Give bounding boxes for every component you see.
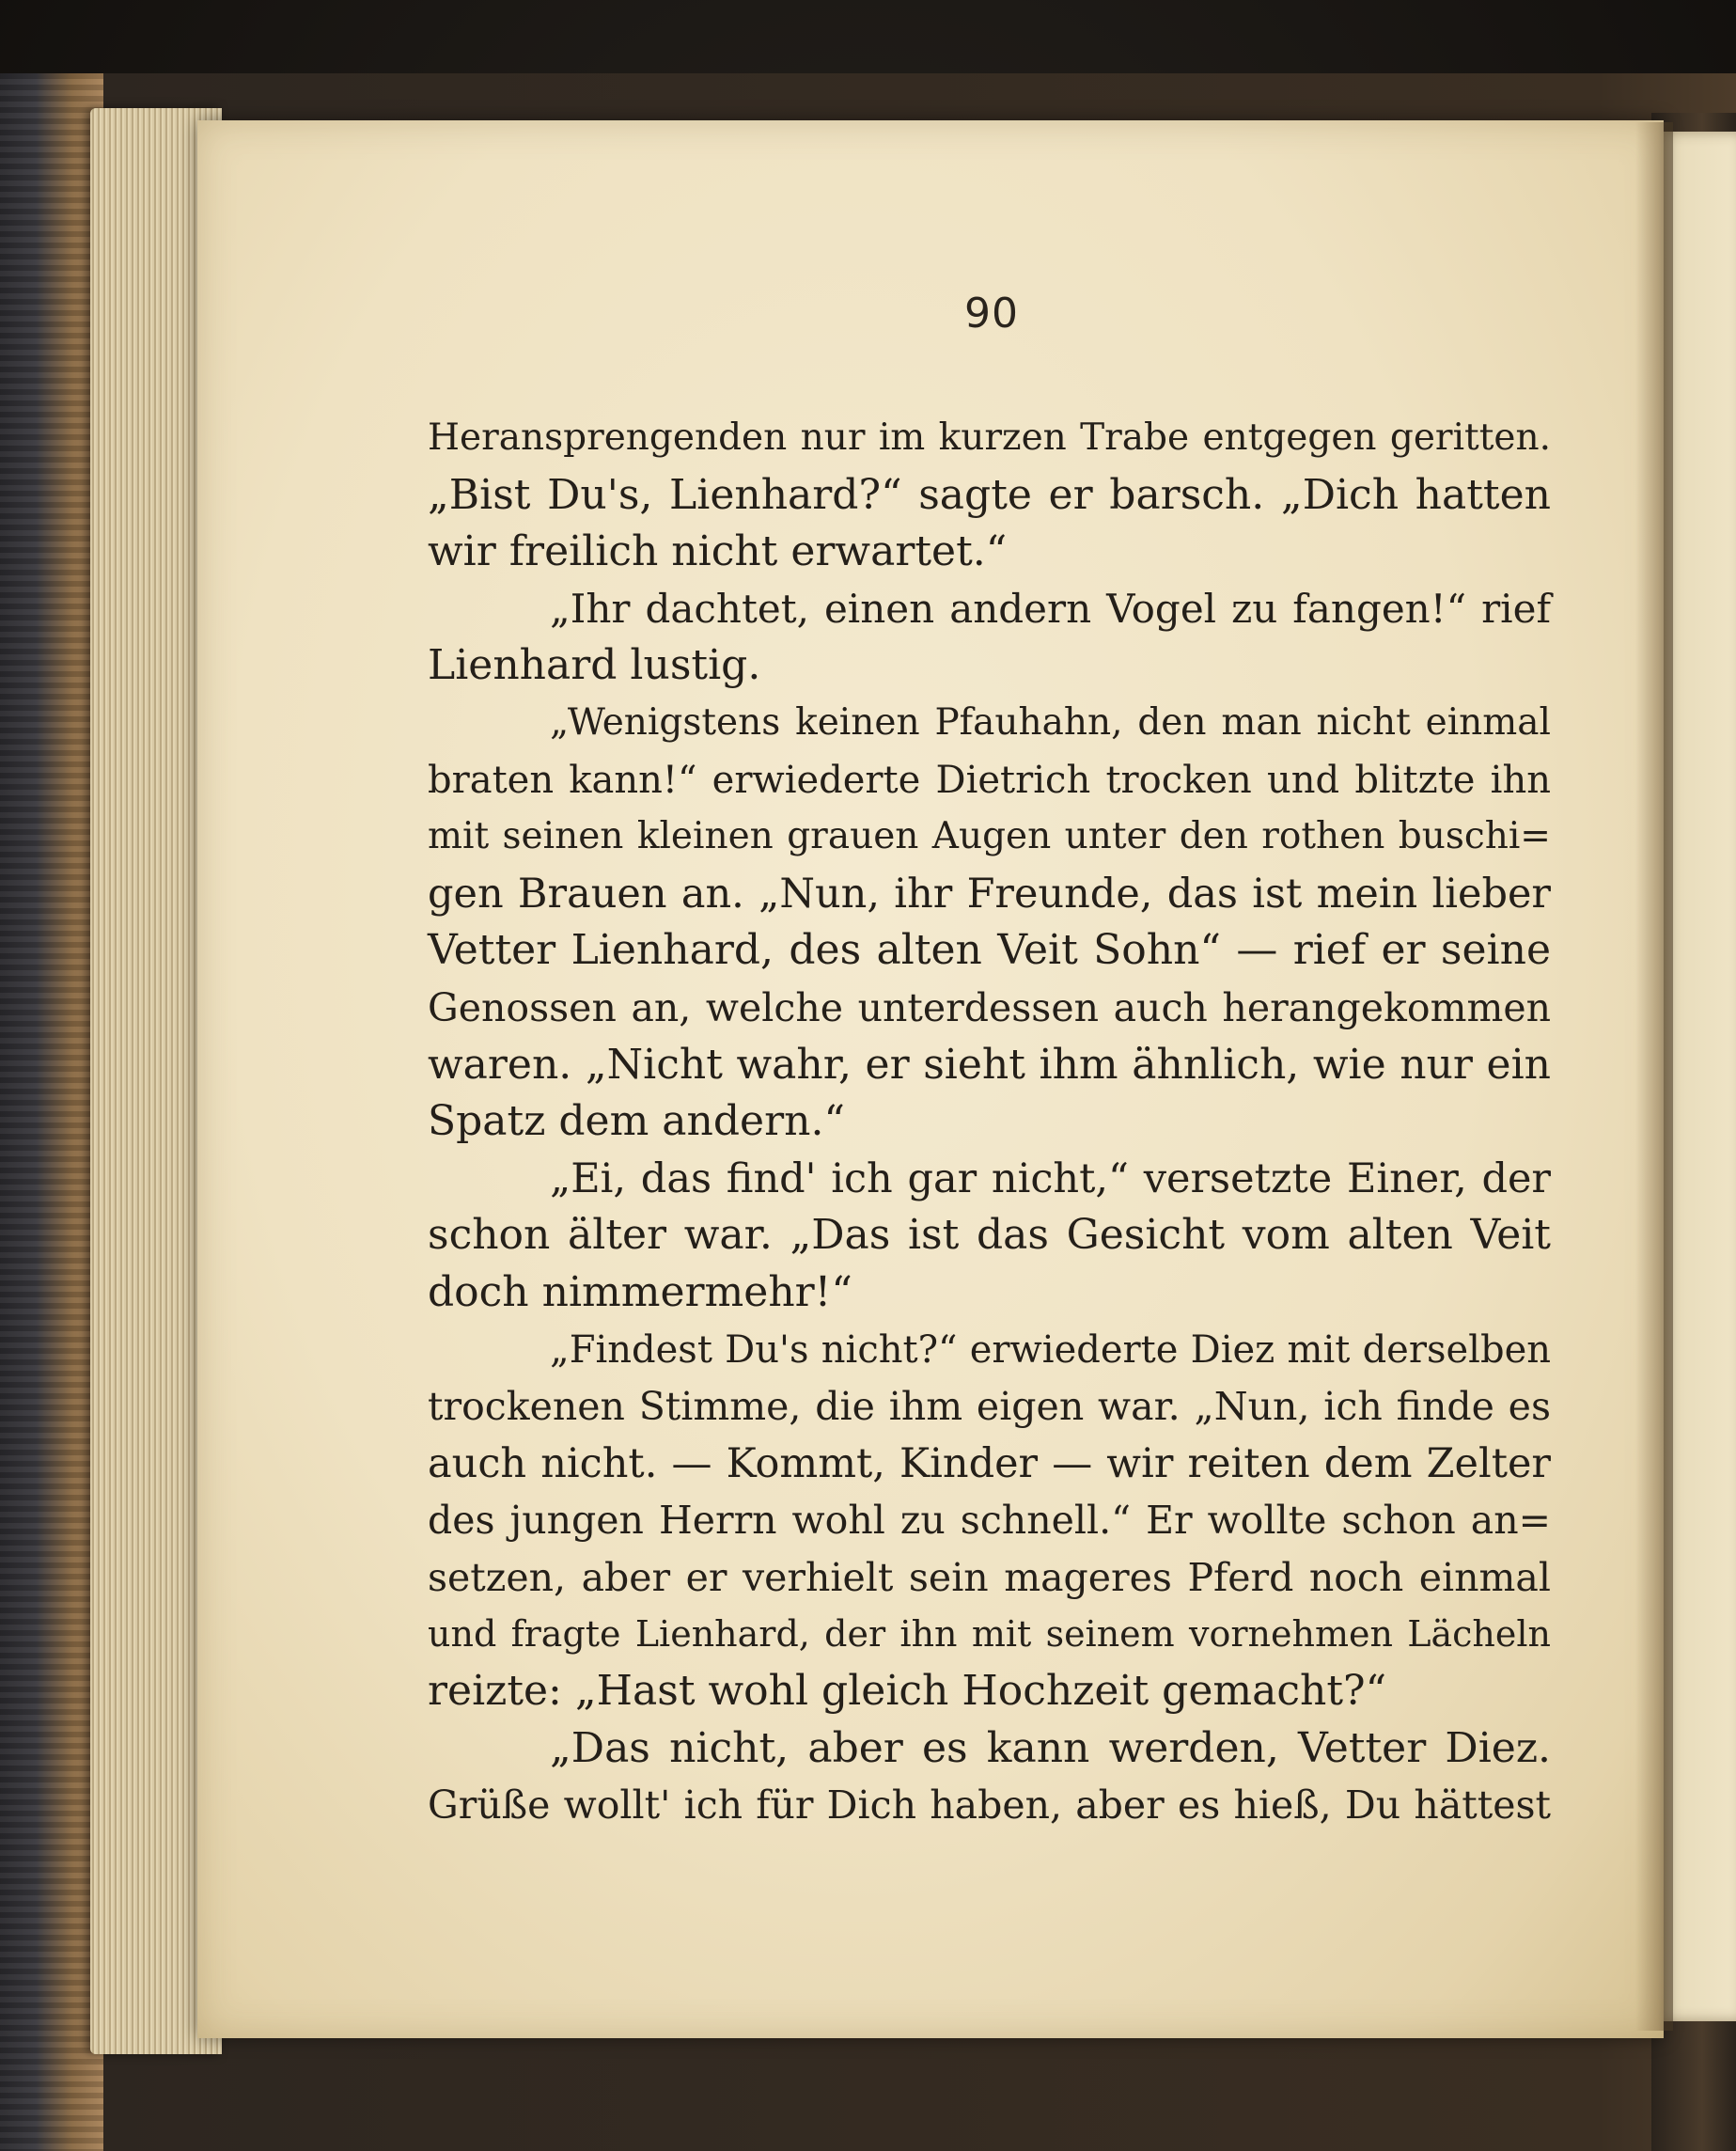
text-line: trockenen Stimme, die ihm eigen war. „Nun, ich finde es [428,1384,1551,1430]
text-line: und fragte Lienhard, der ihn mit seinem vornehmen Lächeln [428,1613,1551,1656]
text-line: schon älter war. „Das ist das Gesicht vom alten Veit [428,1211,1551,1260]
text-line: Vetter Lienhard, des alten Veit Sohn“ — rief er seine [428,926,1551,975]
text-line: wir freilich nicht erwartet.“ [428,527,1008,576]
text-line: braten kann!“ erwiederte Dietrich trocken und blitzte ihn [428,758,1551,802]
text-line: Genossen an, welche unterdessen auch herangekommen [428,984,1551,1030]
text-line: „Ihr dachtet, einen andern Vogel zu fangen!“ rief [550,585,1551,632]
text-line: „Bist Du's, Lienhard?“ sagte er barsch. „Dich hatten [428,470,1551,519]
text-line: Heransprengenden nur im kurzen Trabe entgegen geritten. [428,416,1551,459]
text-line: Spatz dem andern.“ [428,1097,845,1146]
text-line: reizte: „Hast wohl gleich Hochzeit gemacht?“ [428,1667,1387,1716]
text-line: mit seinen kleinen grauen Augen unter den rothen buschi= [428,815,1551,858]
text-line: Grüße wollt' ich für Dich haben, aber es hieß, Du hättest [428,1782,1551,1829]
text-line: setzen, aber er verhielt sein mageres Pferd noch einmal [428,1554,1551,1600]
text-line: „Ei, das find' ich gar nicht,“ versetzte Einer, der [550,1154,1551,1202]
body-text [428,410,1551,1834]
text-line: „Findest Du's nicht?“ erwiederte Diez mit derselben [550,1327,1551,1372]
text-line: gen Brauen an. „Nun, ihr Freunde, das ist mein lieber [428,870,1551,918]
gutter-shadow [1635,122,1673,2031]
page-number: 90 [964,290,1019,338]
text-line: des jungen Herrn wohl zu schnell.“ Er wollte schon an= [428,1498,1551,1544]
text-line: doch nimmermehr!“ [428,1267,852,1316]
text-line: „Wenigstens keinen Pfauhahn, den man nicht einmal [550,700,1551,744]
text-line: „Das nicht, aber es kann werden, Vetter Diez. [550,1723,1551,1772]
text-line: auch nicht. — Kommt, Kinder — wir reiten dem Zelter [428,1439,1551,1487]
text-line: waren. „Nicht wahr, er sieht ihm ähnlich, wie nur ein [428,1040,1551,1089]
book-binding-left [0,73,103,2151]
text-line: Lienhard lustig. [428,641,761,690]
